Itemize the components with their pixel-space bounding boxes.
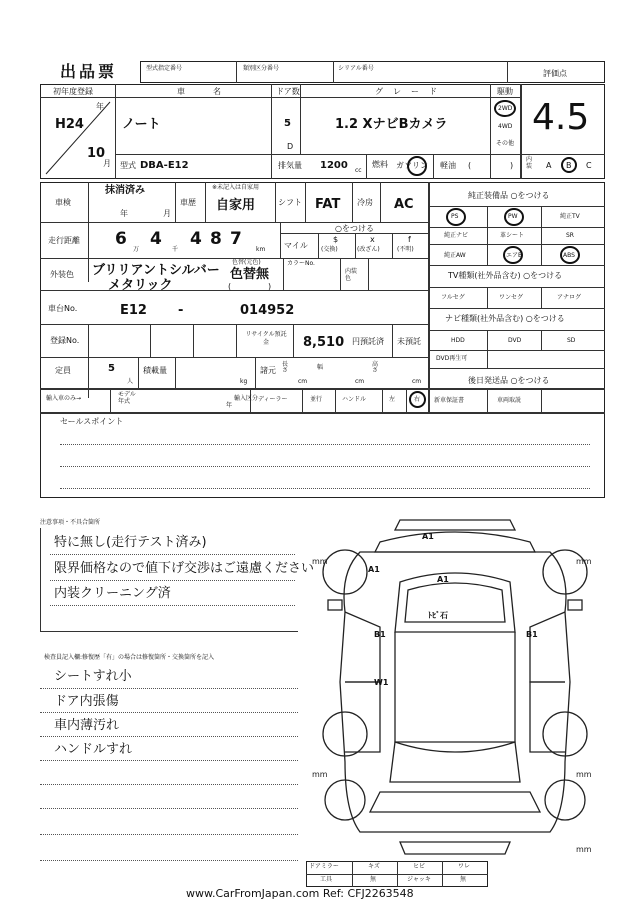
- capacity-value: 5: [108, 363, 115, 374]
- model-year-unit: 年: [226, 402, 233, 409]
- inspector-line-1: シートすれ小: [54, 669, 132, 684]
- equip-title: 純正装備品 ○をつける: [468, 191, 550, 200]
- import-only-label: 輸入車のみ→: [46, 395, 82, 402]
- nav-sd: SD: [567, 337, 576, 344]
- tv-oneseg: ワンセグ: [499, 294, 524, 301]
- ac-label: 冷房: [357, 198, 373, 207]
- drive-label: 駆動: [497, 87, 513, 96]
- model-value: DBA-E12: [140, 160, 189, 171]
- damage-mark-left-rear: W1: [374, 678, 389, 687]
- interior-label: 内装: [526, 156, 533, 170]
- equip-airbag: エアB: [506, 252, 523, 259]
- equip-leather: 革シート: [500, 232, 525, 239]
- inspection-year: 年: [120, 209, 128, 218]
- height-label: 高さ: [372, 361, 379, 374]
- equip-aw: 純正AW: [444, 252, 466, 259]
- length-cm: cm: [298, 378, 308, 385]
- history-label: 車歴: [180, 198, 196, 207]
- chassis-number: 014952: [240, 303, 295, 318]
- legend-jack-val: 無: [460, 876, 467, 883]
- legend-scratch: キズ: [368, 863, 380, 870]
- legend-jack: ジャッキ: [407, 876, 431, 883]
- chassis-dash: -: [178, 303, 184, 318]
- mileage-digit-1: 6: [115, 229, 127, 249]
- equip-abs: ABS: [563, 252, 575, 259]
- cc-unit: cc: [355, 167, 362, 174]
- interior-color-label: 内装色: [345, 268, 358, 283]
- length-label: 長さ: [282, 361, 289, 374]
- mm-label-1: mm: [312, 557, 328, 566]
- after-title: 後日発送品 ○をつける: [468, 376, 550, 385]
- mm-label-2: mm: [576, 557, 592, 566]
- tv-fullseg: フルセグ: [441, 294, 465, 301]
- recycle-value: 8,510: [303, 335, 345, 350]
- doors-d: D: [287, 142, 294, 151]
- dealer-label: ディーラー: [258, 396, 288, 403]
- notes-title: 注意事項・不具合箇所: [40, 519, 101, 526]
- equip-sr: SR: [566, 232, 574, 239]
- score-label: 評価点: [543, 69, 567, 78]
- color-label: 外装色: [50, 270, 74, 279]
- year-value: H24: [55, 117, 84, 132]
- model-label: 型式: [120, 161, 136, 170]
- height-cm: cm: [412, 378, 422, 385]
- car-name-value: ノート: [122, 117, 161, 132]
- tamper-label: (改ざん): [357, 246, 380, 253]
- legend-tools: 工具: [320, 876, 333, 883]
- drive-4wd: 4WD: [498, 123, 513, 130]
- dvd-playback: DVD再生可: [436, 355, 468, 362]
- swap-label: (交換): [321, 246, 338, 253]
- width-cm: cm: [355, 378, 365, 385]
- capacity-label: 定員: [55, 366, 71, 375]
- inspector-line-2: ドア内張傷: [54, 694, 119, 709]
- legend-tools-val: 無: [370, 876, 377, 883]
- fuel-light: 軽油: [440, 161, 456, 170]
- shift-value: FAT: [315, 197, 341, 212]
- mileage-km: km: [256, 246, 266, 253]
- damage-mark-hood: A1: [437, 575, 449, 584]
- legend-mirror: ドアミラー: [309, 863, 339, 870]
- interior-b: B: [566, 161, 572, 170]
- repaint-label: 色替(元色): [232, 259, 261, 266]
- interior-a: A: [546, 161, 552, 170]
- load-label: 積載量: [143, 366, 167, 375]
- inspection-label: 車検: [55, 198, 71, 207]
- circle-note: ○をつける: [335, 224, 374, 233]
- car-damage-diagram: [300, 512, 610, 884]
- note-line-3: 内装クリーニング済: [54, 586, 171, 601]
- drive-2wd: 2WD: [498, 105, 513, 112]
- shift-label: シフト: [278, 198, 302, 207]
- mm-label-4: mm: [576, 770, 592, 779]
- mileage-man: 万: [133, 246, 140, 253]
- score-value: 4.5: [532, 97, 590, 138]
- car-name-label: 車名: [177, 87, 249, 96]
- swap-top: $: [333, 235, 339, 244]
- equip-ps: PS: [451, 213, 459, 220]
- damage-mark-windshield: ﾄﾋﾞ石: [428, 611, 448, 620]
- category-label: 類別区分番号: [243, 65, 280, 72]
- mileage-sen: 千: [172, 246, 179, 253]
- inspection-month: 月: [163, 209, 171, 218]
- month-value: 10: [87, 146, 106, 161]
- fuel-label: 燃料: [372, 160, 388, 169]
- color-value-1: ブリリアントシルバー: [92, 263, 220, 278]
- sales-point-label: セールスポイント: [60, 417, 124, 426]
- chassis-label: 車台No.: [48, 304, 78, 313]
- after-warranty: 新車保証書: [434, 397, 465, 404]
- footer-watermark: www.CarFromJapan.com Ref: CFJ2263548: [186, 887, 414, 900]
- width-label: 幅: [317, 364, 324, 371]
- import-cat-label: 輸入区分: [234, 395, 259, 402]
- handle-label: ハンドル: [342, 396, 367, 403]
- mm-label-3: mm: [312, 770, 328, 779]
- tv-title: TV種類(社外品含む) ○をつける: [448, 271, 563, 280]
- load-kg: kg: [240, 378, 248, 385]
- month-unit: 月: [103, 159, 111, 168]
- unknown-label: (不明): [397, 246, 414, 253]
- nav-hdd: HDD: [451, 337, 465, 344]
- mileage-digit-4: 8: [210, 229, 222, 249]
- damage-mark-right-door: B1: [526, 630, 538, 639]
- after-manual: 車両取説: [497, 397, 522, 404]
- equip-navi: 純正ナビ: [444, 232, 469, 239]
- first-reg-label: 初年度登録: [53, 87, 93, 96]
- mileage-digit-5: 7: [230, 229, 242, 249]
- doors-label: ドア数: [276, 87, 300, 96]
- inspector-line-4: ハンドルすれ: [54, 742, 133, 757]
- fuel-paren-close: ): [510, 161, 514, 170]
- inspector-title: 検査員記入欄:修復歴「有」の場合は修復箇所・交換箇所を記入: [44, 654, 215, 661]
- tamper-top: x: [370, 235, 375, 244]
- capacity-unit: 人: [127, 378, 134, 385]
- dims-label: 諸元: [260, 366, 276, 375]
- damage-mark-front: A1: [422, 532, 434, 541]
- color-value-2: メタリック: [108, 278, 173, 293]
- equip-tv: 純正TV: [560, 213, 580, 220]
- handle-left: 左: [389, 396, 396, 403]
- repaint-value: 色替無: [230, 267, 270, 282]
- tv-analog: アナログ: [557, 294, 582, 301]
- fuel-gas: ガソリン: [396, 161, 428, 170]
- displacement-label: 排気量: [278, 161, 302, 170]
- doors-value: 5: [284, 118, 291, 129]
- history-value: 自家用: [216, 198, 256, 213]
- recycle-paid: 円預託済: [352, 337, 384, 346]
- year-unit: 年: [96, 102, 104, 111]
- note-line-1: 特に無し(走行テスト済み): [54, 535, 207, 550]
- legend-break: ワレ: [458, 863, 471, 870]
- unknown-top: f: [408, 235, 411, 244]
- reg-label: 登録No.: [50, 336, 80, 345]
- note-line-2: 限界価格なので値下げ交渉はご遠慮ください: [54, 561, 315, 576]
- chassis-prefix: E12: [120, 303, 147, 318]
- damage-mark-left-front: A1: [368, 565, 380, 574]
- mileage-digit-3: 4: [190, 229, 202, 249]
- color-no-label: カラーNo.: [287, 260, 315, 267]
- damage-mark-left-door: B1: [374, 630, 386, 639]
- fuel-gas-circle: [407, 156, 427, 176]
- recycle-unpaid: 未預託: [397, 337, 421, 346]
- grade-label: グレード: [375, 87, 447, 96]
- mm-label-5: mm: [576, 845, 592, 854]
- mileage-digit-2: 4: [150, 229, 162, 249]
- parallel-label: 並行: [310, 396, 323, 403]
- inspection-value: 抹消済み: [105, 185, 145, 196]
- legend-crack: ヒビ: [413, 863, 426, 870]
- interior-c: C: [586, 161, 592, 170]
- equip-pw: PW: [508, 213, 518, 220]
- inspector-line-3: 車内薄汚れ: [54, 718, 120, 733]
- nav-title: ナビ種類(社外品含む) ○をつける: [445, 314, 565, 323]
- displacement-value: 1200: [320, 160, 348, 171]
- recycle-label: リサイクル預託金: [245, 331, 287, 346]
- serial-label: シリアル番号: [338, 65, 374, 72]
- handle-right: 右: [414, 396, 421, 403]
- repaint-paren-close: ): [268, 282, 272, 291]
- mileage-label: 走行距離: [48, 236, 80, 245]
- model-cert-label: 型式指定番号: [146, 65, 183, 72]
- repaint-paren-open: (: [228, 282, 232, 291]
- drive-other: その他: [496, 140, 515, 147]
- history-note: ※未記入は自家用: [212, 184, 260, 191]
- grade-value: 1.2 XナビBカメラ: [335, 117, 448, 132]
- ac-value: AC: [394, 197, 414, 212]
- mile-label: マイル: [284, 241, 308, 250]
- form-title: 出品票: [60, 62, 118, 81]
- model-year-label: モデル年式: [118, 391, 136, 406]
- fuel-paren-open: (: [468, 161, 472, 170]
- nav-dvd: DVD: [508, 337, 522, 344]
